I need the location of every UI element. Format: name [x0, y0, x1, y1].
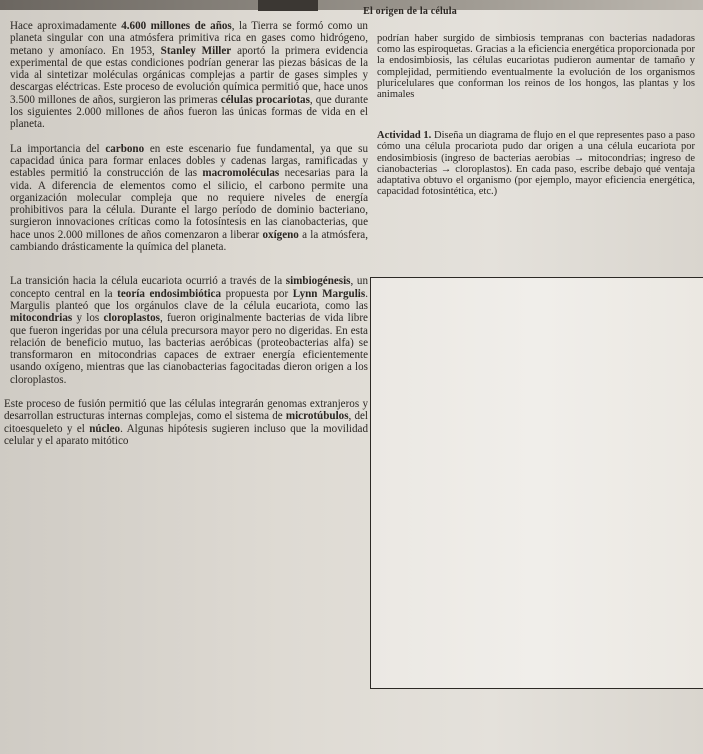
bold-term: oxígeno [262, 228, 299, 241]
text-run: en este escenario fue fundamental, ya que su capacidad única para formar enlaces dobles y cadenas largas, ramificadas y estables permitió la construcción de las [10, 142, 368, 180]
text-run: , fueron originalmente bacterias de vida libre que fueron ingeridas por una célula precursora mayor pero no digeridas. En esta relación de beneficio mutuo, las bacterias aeróbicas (proteobacterias alfa) se transformaron en mitocondrias capaces de extraer energía eficientemente usando oxígeno, mientras que las cianobacterias fagocitadas dieron origen a los cloroplastos. [10, 312, 368, 386]
text-run: y los [72, 312, 104, 325]
text-run: Este proceso de fusión permitió que las células integrarán genomas extranjeros y desarrollan estructuras internas complejas, como el sistema de [4, 398, 368, 423]
text-run: La importancia del [10, 142, 106, 155]
text-run: , la Tierra se formó como un planeta singular con una atmósfera primitiva rica en gases como hidrógeno, metano y amoníaco. En 1953, [10, 20, 368, 57]
text-run: necesarias para la vida. A diferencia de elementos como el silicio, el carbono permite una organización molecular compleja que no requiere niveles de energía prohibitivos para la célula. Durante el largo período de dominio bacteriano, surgieron innovaciones críticas como la fotosíntesis en las cianobacterias, que hace unos 2.000 millones de años comenzaron a liberar [10, 167, 368, 241]
page-title: El origen de la célula [363, 6, 457, 17]
bold-term: núcleo [89, 422, 121, 435]
left-column [4, 20, 368, 459]
paragraph-continuation: podrían haber surgido de simbiosis tempranas con bacterias nadadoras como las espiroquetas. Gracias a la eficiencia energética proporcionada por la endosimbiosis, las células eucariotas pudieron aumentar de tamaño y complejidad, permitiendo eventualmente la evolución de los organismos pluricelulares que conforman los reinos de los hongos, las plantas y los animales [377, 33, 695, 101]
right-column [377, 33, 695, 208]
text-run: Hace aproximadamente [10, 20, 122, 32]
bold-term: mitocondrias [10, 312, 73, 325]
text-run: . Margulis planteó que los orgánulos clave de la célula eucariota, como las [10, 287, 368, 312]
bold-term: cloroplastos [103, 312, 160, 325]
text-run: a la atmósfera, cambiando drásticamente la química del planeta. [10, 228, 368, 254]
text-run: aportó la primera evidencia experimental de que estas condiciones podrían generar las piezas básicas de la vida al sintetizar moléculas orgánicas complejas a partir de gases simples y descargas eléctricas. Este proceso de evolución química permitió que, hace unos 3.500 millones de años, surgieron las primeras [10, 44, 369, 106]
bold-term: microtúbulos [285, 410, 349, 423]
paragraph-origin [4, 20, 368, 131]
paragraph-endosymbiosis [4, 275, 368, 386]
bold-term: simbiogénesis [285, 275, 351, 288]
bold-term: teoría endosimbiótica [117, 287, 222, 300]
bold-term: células procariotas [220, 93, 310, 106]
bold-term: 4.600 millones de años [121, 20, 232, 32]
text-run: propuesta por [221, 287, 293, 300]
text-run: . Algunas hipótesis sugieren incluso que la movilidad celular y el aparato mitótico [4, 422, 369, 447]
bold-term: Lynn Margulis [292, 287, 366, 300]
text-run: , del citoesqueleto y el [4, 410, 368, 435]
text-run: , un concepto central en la [10, 275, 369, 300]
text-run: , que durante los siguientes 2.000 millones de años fueron las únicas formas de vida en el planeta. [10, 93, 369, 131]
paragraph-carbon [4, 143, 368, 254]
bold-term: macromoléculas [202, 167, 280, 180]
diagram-answer-box[interactable] [370, 277, 703, 689]
text-run: La transición hacia la célula eucariota ocurrió a través de la [10, 275, 286, 288]
activity-label: Actividad 1. [377, 130, 432, 142]
paragraph-fusion [4, 398, 368, 447]
activity-text: Diseña un diagrama de flujo en el que representes paso a paso cómo una célula procariota pudo dar origen a una célula eucariota por endosimbiosis (ingreso de bacterias aerobias → mitocondrias; ingreso de cianobacterias → cloroplastos). En cada paso, escribe debajo qué ventaja adaptativa obtuvo el organismo (por ejemplo, mayor eficiencia energética, capacidad fotosintética, etc.) [377, 130, 695, 198]
bold-term: carbono [105, 142, 145, 155]
activity-instructions [377, 130, 695, 197]
bold-term: Stanley Miller [160, 44, 232, 57]
